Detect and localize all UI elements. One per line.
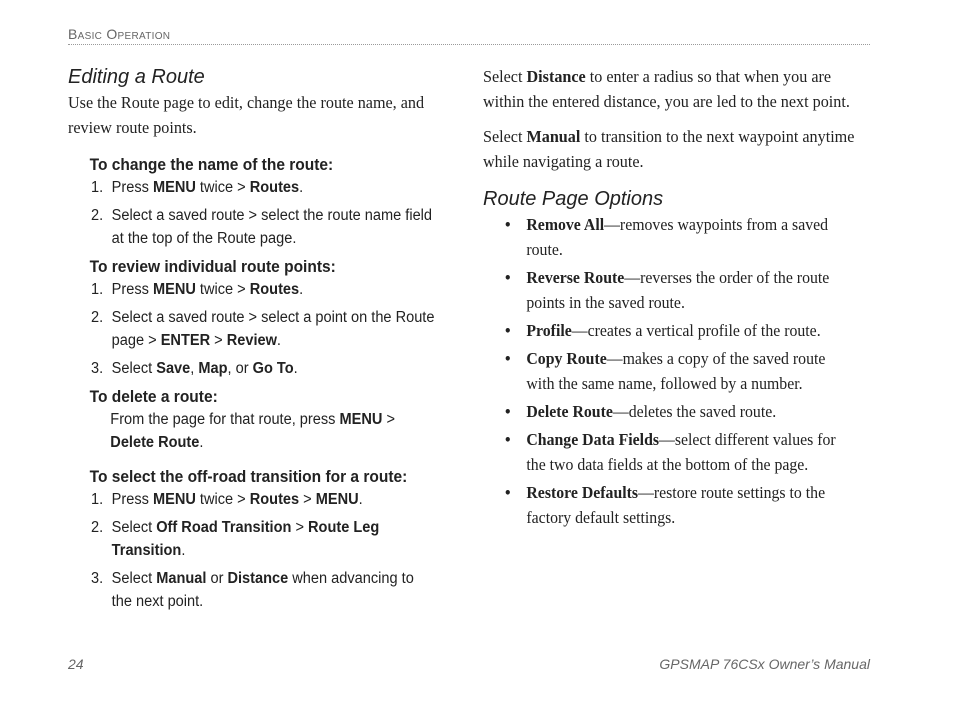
section-title-editing-route: Editing a Route xyxy=(68,66,205,88)
list-item: 2. Select a saved route > select a point on the Route page > ENTER > Review. xyxy=(91,309,435,349)
list-item: 1. Press MENU twice > Routes. xyxy=(91,281,304,298)
list-item: • Restore Defaults—restore route settings to the factory default settings. xyxy=(505,480,849,530)
subheading-review-points: To review individual route points: xyxy=(89,258,336,276)
section-title-route-options: Route Page Options xyxy=(483,188,664,210)
bullet-icon: • xyxy=(505,349,511,368)
subheading-change-name: To change the name of the route: xyxy=(89,156,334,174)
right-column xyxy=(483,64,875,533)
distance-paragraph: Select Distance to enter a radius so that when you are within the entered distance, you are led to the next point. xyxy=(483,67,850,111)
list-item: • Change Data Fields—select different values for the two data fields at the bottom of the page. xyxy=(505,427,849,477)
running-header xyxy=(68,26,870,45)
page-number: 24 xyxy=(68,656,84,672)
list-item: 2. Select Off Road Transition > Route Leg Transition. xyxy=(91,519,380,559)
left-column xyxy=(68,64,460,618)
manual-title: GPSMAP 76CSx Owner’s Manual xyxy=(659,656,870,672)
list-item: • Remove All—removes waypoints from a saved route. xyxy=(505,212,849,262)
steps-review-points xyxy=(68,278,460,380)
intro-paragraph: Use the Route page to edit, change the route name, and review route points. xyxy=(68,93,425,137)
list-item: • Profile—creates a vertical profile of the route. xyxy=(505,318,849,343)
list-item: • Reverse Route—reverses the order of the route points in the saved route. xyxy=(505,265,849,315)
steps-offroad-transition xyxy=(68,488,460,613)
delete-route-instruction: From the page for that route, press MENU > Delete Route. xyxy=(110,411,395,451)
list-item: • Copy Route—makes a copy of the saved route with the same name, followed by a number. xyxy=(505,346,849,396)
section-name: Basic Operation xyxy=(68,26,171,42)
list-item: • Delete Route—deletes the saved route. xyxy=(505,399,849,424)
subheading-offroad-transition: To select the off-road transition for a route: xyxy=(89,468,408,486)
bullet-icon: • xyxy=(505,215,511,234)
list-item: 3. Select Manual or Distance when advancing to the next point. xyxy=(91,570,414,610)
list-item: 1. Press MENU twice > Routes. xyxy=(91,179,304,196)
bullet-icon: • xyxy=(505,402,511,421)
route-options-list xyxy=(483,212,875,530)
list-item: 3. Select Save, Map, or Go To. xyxy=(91,360,298,377)
bullet-icon: • xyxy=(505,321,511,340)
bullet-icon: • xyxy=(505,430,511,449)
manual-paragraph: Select Manual to transition to the next waypoint anytime while navigating a route. xyxy=(483,127,855,171)
list-item: 2. Select a saved route > select the route name field at the top of the Route page. xyxy=(91,207,433,247)
steps-change-name xyxy=(68,176,460,250)
bullet-icon: • xyxy=(505,483,511,502)
bullet-icon: • xyxy=(505,268,511,287)
list-item: 1. Press MENU twice > Routes > MENU. xyxy=(91,491,363,508)
subheading-delete-route: To delete a route: xyxy=(89,388,218,406)
